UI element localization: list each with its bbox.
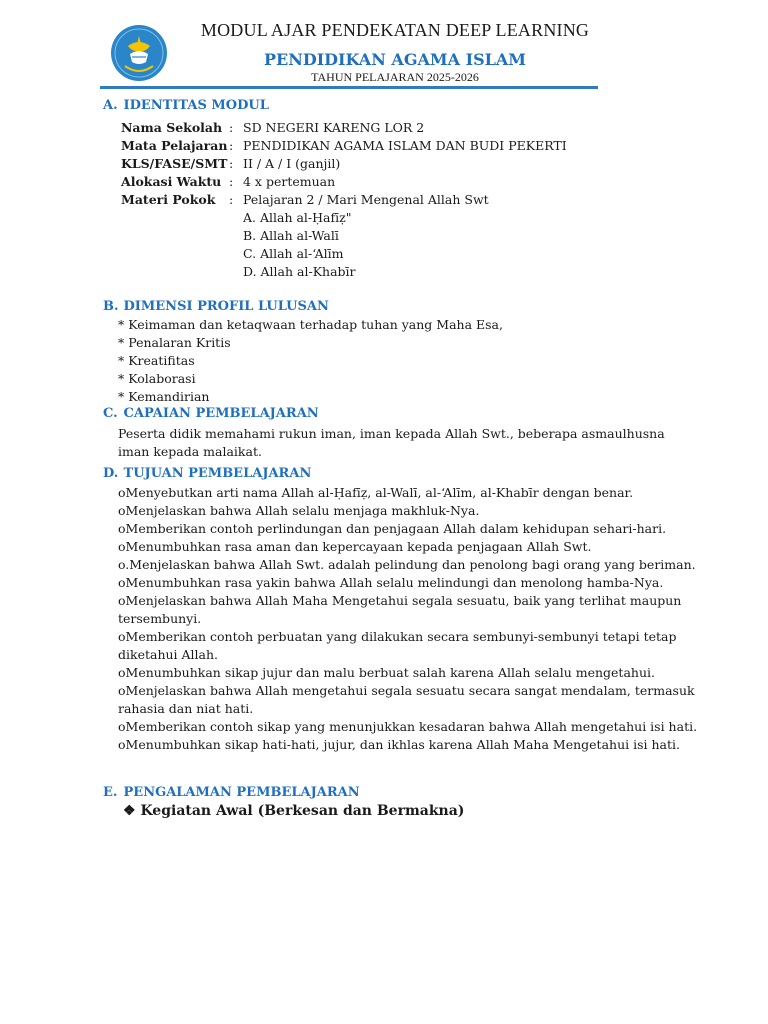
section-a-letter: A. — [103, 98, 118, 113]
label-alokasi-waktu: Alokasi Waktu — [121, 174, 222, 189]
profile-item: * Penalaran Kritis — [118, 335, 231, 350]
tujuan-item-continuation: diketahui Allah. — [118, 647, 219, 662]
tujuan-item: oMenjelaskan bahwa Allah mengetahui segala sesuatu secara sangat mendalam, termasuk — [118, 683, 695, 698]
tujuan-item: oMenumbuhkan sikap hati-hati, jujur, dan ikhlas karena Allah Maha Mengetahui isi hati. — [118, 737, 680, 752]
diamond-bullet-icon: ❖ — [123, 803, 136, 819]
label-mata-pelajaran: Mata Pelajaran — [121, 138, 228, 153]
tujuan-item: oMenumbuhkan rasa aman dan kepercayaan kepada penjagaan Allah Swt. — [118, 539, 592, 554]
tujuan-item: o.Menjelaskan bahwa Allah Swt. adalah pelindung dan penolong bagi orang yang beriman. — [118, 557, 696, 572]
section-d-letter: D. — [103, 466, 119, 481]
profile-item: * Kemandirian — [118, 389, 210, 404]
colon: : — [229, 120, 234, 135]
profile-item: * Keimaman dan ketaqwaan terhadap tuhan yang Maha Esa, — [118, 317, 503, 332]
section-e-title: PENGALAMAN PEMBELAJARAN — [123, 785, 360, 800]
label-kls-fase-smt: KLS/FASE/SMT — [121, 156, 228, 171]
tujuan-item: oMenumbuhkan sikap jujur dan malu berbuat salah karena Allah selalu mengetahui. — [118, 665, 655, 680]
academic-year: TAHUN PELAJARAN 2025-2026 — [311, 70, 479, 84]
materi-item: B. Allah al-Walī — [243, 228, 339, 243]
tujuan-item: oMenyebutkan arti nama Allah al-Ḥafīẓ, al-Walī, al-‘Alīm, al-Khabīr dengan benar. — [118, 485, 634, 500]
tujuan-item: oMenumbuhkan rasa yakin bahwa Allah selalu melindungi dan menolong hamba-Nya. — [118, 575, 664, 590]
section-b-heading — [103, 299, 329, 314]
tujuan-item-continuation: tersembunyi. — [118, 611, 202, 626]
tujuan-item: oMenjelaskan bahwa Allah Maha Mengetahui segala sesuatu, baik yang terlihat maupun — [118, 593, 682, 608]
section-a-heading — [103, 98, 269, 113]
subject-title: PENDIDIKAN AGAMA ISLAM — [263, 50, 527, 69]
section-c-letter: C. — [103, 406, 118, 421]
section-d-heading — [103, 466, 311, 481]
section-e-letter: E. — [103, 785, 118, 800]
value-materi-pokok: Pelajaran 2 / Mari Mengenal Allah Swt — [243, 192, 489, 207]
colon: : — [229, 156, 234, 171]
kegiatan-awal-heading — [123, 803, 464, 819]
capaian-line: Peserta didik memahami rukun iman, iman kepada Allah Swt., beberapa asmaulhusna — [118, 426, 665, 441]
document-title: MODUL AJAR PENDEKATAN DEEP LEARNING — [200, 20, 590, 40]
tujuan-item: oMemberikan contoh sikap yang menunjukkan kesadaran bahwa Allah mengetahui isi hati. — [118, 719, 698, 734]
colon: : — [229, 174, 234, 189]
tujuan-item: oMenjelaskan bahwa Allah selalu menjaga makhluk-Nya. — [118, 503, 480, 518]
profile-item: * Kolaborasi — [118, 371, 196, 386]
materi-item: D. Allah al-Khabīr — [243, 264, 356, 279]
section-d-title: TUJUAN PEMBELAJARAN — [123, 466, 312, 481]
section-b-title: DIMENSI PROFIL LULUSAN — [123, 299, 329, 314]
materi-item: C. Allah al-‘Alīm — [243, 246, 344, 261]
section-a-title: IDENTITAS MODUL — [123, 98, 269, 113]
profile-item: * Kreatifitas — [118, 353, 195, 368]
colon: : — [229, 138, 234, 153]
tujuan-item: oMemberikan contoh perlindungan dan penjagaan Allah dalam kehidupan sehari-hari. — [118, 521, 667, 536]
colon: : — [229, 192, 234, 207]
label-materi-pokok: Materi Pokok — [121, 192, 216, 207]
section-c-heading — [103, 406, 319, 421]
tujuan-item-continuation: rahasia dan niat hati. — [118, 701, 254, 716]
tujuan-item: oMemberikan contoh perbuatan yang dilakukan secara sembunyi-sembunyi tetapi tetap — [118, 629, 677, 644]
kegiatan-awal-label: Kegiatan Awal (Berkesan dan Bermakna) — [140, 803, 465, 819]
materi-item: A. Allah al-Ḥafīẓ" — [243, 210, 352, 225]
value-mata-pelajaran: PENDIDIKAN AGAMA ISLAM DAN BUDI PEKERTI — [243, 138, 567, 153]
section-e-heading — [103, 785, 360, 800]
capaian-line: iman kepada malaikat. — [118, 444, 262, 459]
value-nama-sekolah: SD NEGERI KARENG LOR 2 — [243, 120, 425, 135]
label-nama-sekolah: Nama Sekolah — [121, 120, 223, 135]
section-c-title: CAPAIAN PEMBELAJARAN — [123, 406, 319, 421]
value-kls-fase-smt: II / A / I (ganjil) — [243, 156, 341, 171]
section-b-letter: B. — [103, 299, 119, 314]
value-alokasi-waktu: 4 x pertemuan — [243, 174, 336, 189]
